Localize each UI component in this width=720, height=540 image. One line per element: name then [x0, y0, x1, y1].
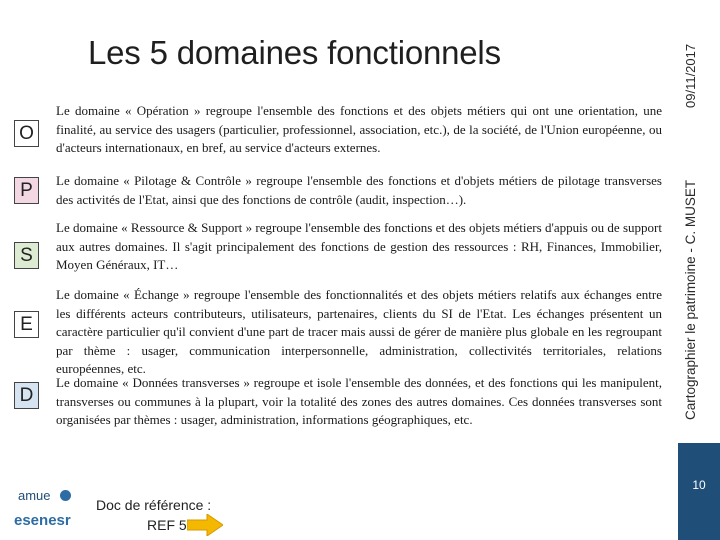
slide-date: 09/11/2017: [683, 43, 698, 108]
slide-title: Les 5 domaines fonctionnels: [88, 34, 501, 71]
logo-dot-icon: [60, 490, 71, 501]
page-number: 10: [692, 478, 706, 492]
right-arrow-icon[interactable]: [187, 514, 223, 536]
reference-value: REF 5: [147, 517, 187, 533]
slide-author: Cartographier le patrimoine - C. MUSET: [683, 179, 698, 420]
domain-text-pilotage: Le domaine « Pilotage & Contrôle » regroupe l'ensemble des fonctions et d'objets métiers de pilotage transverses des activités de l'Etat, ainsi que des fonctions de contrôle (audit, inspection…).: [56, 173, 662, 207]
domain-letter-D: D: [14, 382, 39, 409]
amue-esenesr-logo: [14, 488, 76, 538]
domain-letter-O: O: [14, 120, 39, 147]
domain-text-echange: Le domaine « Échange » regroupe l'ensemble des fonctionnalités et des objets métiers relatifs aux échanges entre les différents acteurs contributeurs, utilisateurs, partenaires, clients du SI de l'Etat. Les échanges présentent un caractère particulier qu'il convient d'une part de tracer mais aussi de gérer de manière plus globale en les regroupant par thème : usager, communication interpersonnelle, administration, collectivités territoriales, relations européennes, etc.: [56, 287, 662, 376]
reference-label: Doc de référence :: [96, 497, 212, 513]
domain-text-donnees: Le domaine « Données transverses » regroupe et isole l'ensemble des données, et des fonctions qui les manipulent, transverses ou communes à la plupart, voir la totalité des zones des autres domaines. Ces données transverses sont organisées par thèmes : usager, administration, informations géographiques, etc.: [56, 375, 662, 427]
domain-letter-S: S: [14, 242, 39, 269]
domain-letter-P: P: [14, 177, 39, 204]
domain-letter-E: E: [14, 311, 39, 338]
logo-esenesr-text: esenesr: [14, 512, 71, 529]
domain-text-ressource: Le domaine « Ressource & Support » regroupe l'ensemble des fonctions et des objets métiers d'appuis ou de support aux autres domaines. Il s'agit principalement des fonctions de gestion des ressources : RH, Finances, Immobilier, Moyen Généraux, IT…: [56, 220, 662, 272]
logo-amue-text: amue: [18, 488, 51, 503]
domain-text-operation: Le domaine « Opération » regroupe l'ensemble des fonctions et des objets métiers qui ont une orientation, une finalité, au service des usagers (particulier, professionnel, association, etc.), de la société, de l'Union européenne, ou d'acteurs internationaux, en bref, au service d'acteurs externes.: [56, 103, 662, 155]
